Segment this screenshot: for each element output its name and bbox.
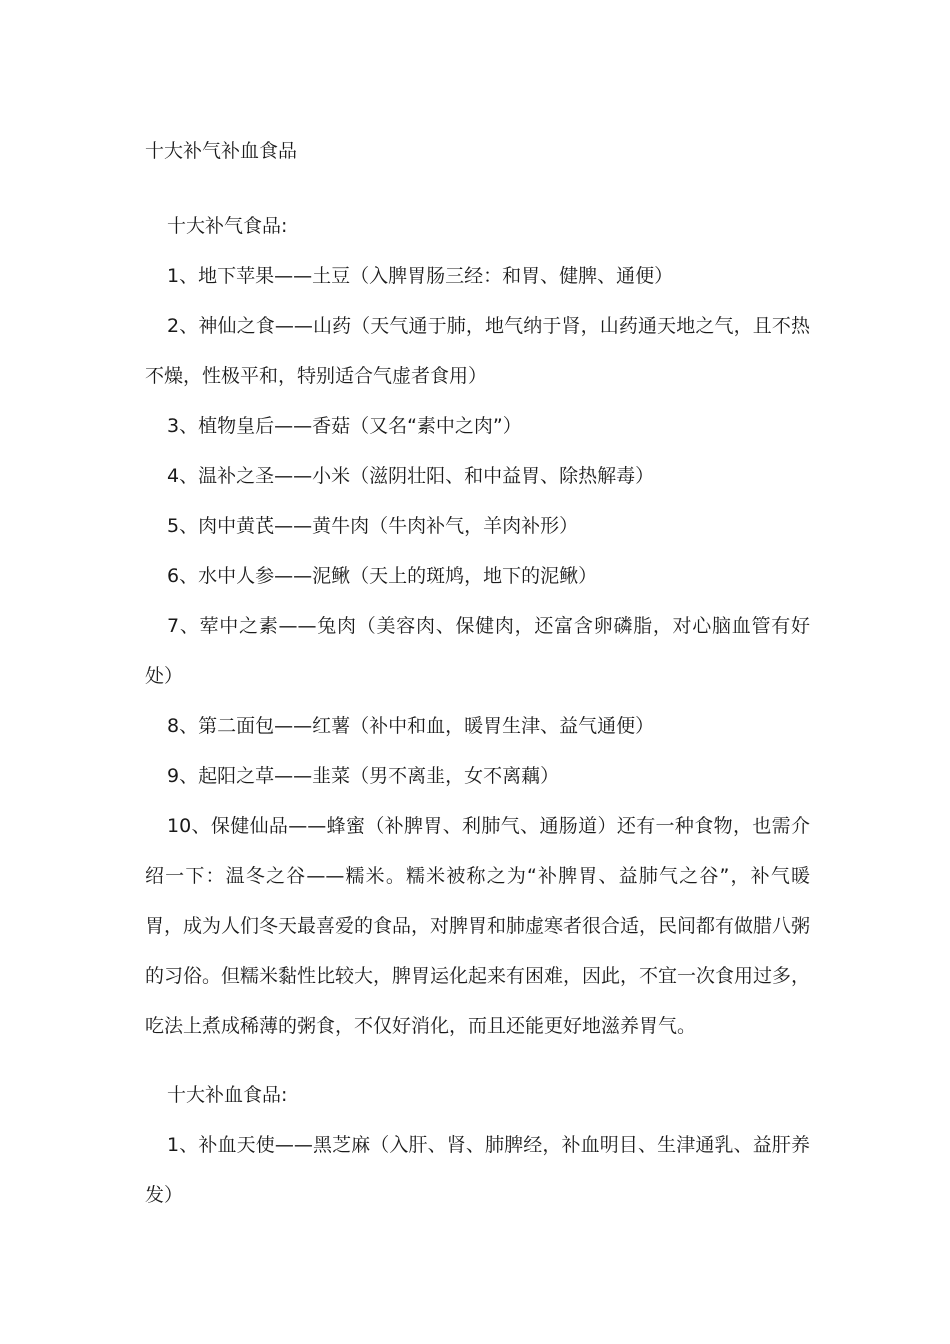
section-heading: 十大补气食品: xyxy=(167,215,288,237)
section-blood-foods xyxy=(145,1070,810,1220)
list-item: 10、保健仙品——蜂蜜（补脾胃、利肺气、通肠道）还有一种食物，也需介绍一下：温冬之谷——糯米。糯米被称之为“补脾胃、益肺气之谷”，补气暖胃，成为人们冬天最喜爱的食品，对脾胃和肺虚寒者很合适，民间都有做腊八粥的习俗。但糯米黏性比较大，脾胃运化起来有困难，因此，不宜一次食用过多，吃法上煮成稀薄的粥食，不仅好消化，而且还能更好地滋养胃气。 xyxy=(145,815,811,1037)
section-qi-foods xyxy=(145,201,810,1051)
list-item: 5、肉中黄芪——黄牛肉（牛肉补气，羊肉补形） xyxy=(167,515,579,537)
list-item: 8、第二面包——红薯（补中和血，暖胃生津、益气通便） xyxy=(167,715,655,737)
section-heading: 十大补血食品: xyxy=(167,1084,288,1106)
list-item: 9、起阳之草——韭菜（男不离韭，女不离藕） xyxy=(167,765,560,787)
list-item: 7、荤中之素——兔肉（美容肉、保健肉，还富含卵磷脂，对心脑血管有好处） xyxy=(145,615,810,687)
list-item: 3、植物皇后——香菇（又名“素中之肉”） xyxy=(167,415,522,437)
list-item: 2、神仙之食——山药（天气通于肺，地气纳于肾，山药通天地之气，且不热不燥，性极平和，特别适合气虚者食用） xyxy=(145,315,810,387)
list-item: 4、温补之圣——小米（滋阴壮阳、和中益胃、除热解毒） xyxy=(167,465,655,487)
list-item: 6、水中人参——泥鳅（天上的斑鸠，地下的泥鳅） xyxy=(167,565,598,587)
list-item: 1、补血天使——黑芝麻（入肝、肾、肺脾经，补血明目、生津通乳、益肝养发） xyxy=(145,1134,810,1206)
list-item: 1、地下苹果——土豆（入脾胃肠三经：和胃、健脾、通便） xyxy=(167,265,674,287)
document-title: 十大补气补血食品 xyxy=(145,140,298,162)
